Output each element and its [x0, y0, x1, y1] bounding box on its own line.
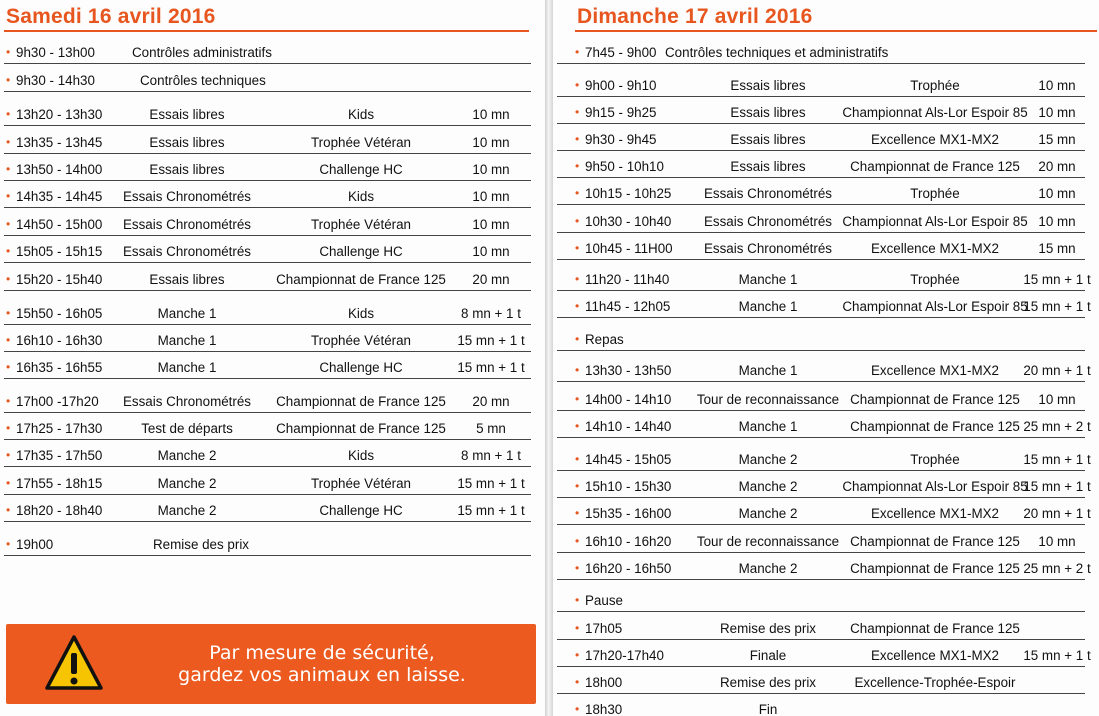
schedule-duration: 25 mn + 2 t: [1023, 418, 1091, 434]
schedule-category: Trophée: [910, 185, 960, 201]
schedule-time: 15h35 - 16h00: [585, 505, 672, 521]
schedule-duration: 10 mn: [472, 216, 510, 232]
bullet-icon: •: [575, 419, 580, 433]
schedule-category: Excellence MX1-MX2: [870, 131, 999, 147]
schedule-duration: 10 mn: [1038, 213, 1076, 229]
saturday-row: [0, 264, 545, 291]
schedule-time: 9h00 - 9h10: [585, 77, 657, 93]
saturday-row: [0, 65, 545, 92]
schedule-duration: 15 mn + 1 t: [457, 332, 525, 348]
saturday-row: [0, 468, 545, 495]
schedule-time: 18h30: [585, 701, 623, 716]
schedule-time: 15h50 - 16h05: [16, 305, 103, 321]
schedule-category: Challenge HC: [319, 243, 403, 259]
schedule-category: Championnat Als-Lor Espoir 85: [842, 104, 1028, 120]
row-divider: [557, 524, 1085, 525]
schedule-session: Essais Chronométrés: [703, 185, 832, 201]
sunday-row: [553, 37, 1099, 64]
schedule-session: Essais libres: [730, 77, 806, 93]
schedule-duration: 15 mn + 1 t: [1023, 647, 1091, 663]
schedule-category: Trophée Vétéran: [311, 475, 411, 491]
schedule-category: Trophée Vétéran: [311, 332, 411, 348]
sunday-row: [553, 667, 1099, 694]
schedule-category: Championnat Als-Lor Espoir 85: [842, 478, 1028, 494]
schedule-time: 18h20 - 18h40: [16, 502, 103, 518]
schedule-category: Trophée: [910, 451, 960, 467]
schedule-session: Manche 2: [738, 451, 798, 467]
bullet-icon: •: [6, 217, 11, 231]
schedule-time: 17h20-17h40: [585, 647, 664, 663]
schedule-session: Essais libres: [149, 271, 225, 287]
saturday-row: [0, 37, 545, 64]
schedule-session: Essais Chronométrés: [122, 243, 251, 259]
schedule-category: Trophée: [910, 271, 960, 287]
row-divider: [557, 437, 1085, 438]
sunday-row: [553, 124, 1099, 151]
bullet-icon: •: [6, 537, 11, 551]
row-divider: [4, 555, 531, 556]
row-divider: [557, 63, 1085, 64]
schedule-category: Trophée: [910, 77, 960, 93]
schedule-duration: 20 mn + 1 t: [1023, 505, 1091, 521]
schedule-category: Championnat de France 125: [850, 560, 1020, 576]
schedule-session: Essais libres: [149, 134, 225, 150]
schedule-session: Essais Chronométrés: [122, 393, 251, 409]
schedule-session: Remise des prix: [720, 620, 816, 636]
schedule-time: 13h50 - 14h00: [16, 161, 103, 177]
schedule-session: Manche 1: [738, 298, 798, 314]
saturday-row: [0, 181, 545, 208]
bullet-icon: •: [6, 448, 11, 462]
bullet-icon: •: [6, 73, 11, 87]
schedule-time: 18h00: [585, 674, 623, 690]
schedule-session: Manche 2: [738, 478, 798, 494]
row-divider: [4, 290, 531, 291]
schedule-duration: 15 mn + 1 t: [457, 502, 525, 518]
schedule-duration: 15 mn + 1 t: [457, 359, 525, 375]
schedule-session: Manche 1: [157, 332, 217, 348]
saturday-row: [0, 386, 545, 413]
bullet-icon: •: [6, 272, 11, 286]
schedule-time: 9h30 - 13h00: [16, 44, 95, 60]
warning-triangle-icon: [44, 634, 104, 692]
schedule-time: 9h15 - 9h25: [585, 104, 657, 120]
schedule-time: 10h30 - 10h40: [585, 213, 672, 229]
schedule-duration: 10 mn: [472, 106, 510, 122]
schedule-duration: 25 mn + 2 t: [1023, 560, 1091, 576]
schedule-duration: 15 mn + 1 t: [1023, 271, 1091, 287]
schedule-time: 17h00 -17h20: [16, 393, 99, 409]
schedule-time: 14h10 - 14h40: [585, 418, 672, 434]
bullet-icon: •: [575, 241, 580, 255]
bullet-icon: •: [575, 132, 580, 146]
bullet-icon: •: [6, 45, 11, 59]
row-divider: [557, 204, 1085, 205]
row-divider: [557, 350, 1085, 351]
schedule-time: 14h45 - 15h05: [585, 451, 672, 467]
schedule-session: Essais libres: [730, 158, 806, 174]
schedule-duration: 15 mn + 1 t: [1023, 451, 1091, 467]
saturday-row: [0, 99, 545, 126]
schedule-session: Fin: [758, 701, 778, 716]
sunday-row: [553, 291, 1099, 318]
saturday-row: [0, 325, 545, 352]
schedule-time: 14h35 - 14h45: [16, 188, 103, 204]
schedule-session: Manche 2: [157, 502, 217, 518]
schedule-session: Essais libres: [149, 106, 225, 122]
schedule-time: 17h25 - 17h30: [16, 420, 103, 436]
bullet-icon: •: [575, 45, 580, 59]
schedule-duration: 10 mn: [1038, 104, 1076, 120]
bullet-icon: •: [575, 675, 580, 689]
bullet-icon: •: [575, 392, 580, 406]
schedule-category: Championnat de France 125: [850, 158, 1020, 174]
row-divider: [4, 378, 531, 379]
page-gutter: [545, 0, 553, 716]
schedule-category: Excellence-Trophée-Espoir: [854, 674, 1016, 690]
schedule-time: 16h35 - 16h55: [16, 359, 103, 375]
sunday-row: [553, 526, 1099, 553]
saturday-row: [0, 209, 545, 236]
schedule-duration: 10 mn: [472, 134, 510, 150]
schedule-session: Manche 2: [157, 475, 217, 491]
schedule-category: Trophée Vétéran: [311, 134, 411, 150]
schedule-time: 9h30 - 9h45: [585, 131, 657, 147]
schedule-session: Remise des prix: [720, 674, 816, 690]
schedule-session: Essais libres: [730, 104, 806, 120]
bullet-icon: •: [6, 107, 11, 121]
bullet-icon: •: [6, 244, 11, 258]
schedule-duration: 20 mn: [472, 271, 510, 287]
sunday-page: [553, 0, 1099, 716]
row-divider: [4, 91, 531, 92]
schedule-session: Essais Chronométrés: [122, 188, 251, 204]
schedule-time: 13h30 - 13h50: [585, 362, 672, 378]
bullet-icon: •: [575, 78, 580, 92]
schedule-category: Kids: [347, 106, 375, 122]
sunday-row: [553, 97, 1099, 124]
sunday-row: [553, 444, 1099, 471]
schedule-session: Manche 1: [738, 362, 798, 378]
schedule-time: 17h55 - 18h15: [16, 475, 103, 491]
schedule-duration: 15 mn + 1 t: [1023, 298, 1091, 314]
saturday-title: Samedi 16 avril 2016: [6, 5, 216, 28]
sunday-row: [553, 411, 1099, 438]
bullet-icon: •: [575, 159, 580, 173]
notice-text: [112, 642, 532, 686]
schedule-category: Trophée Vétéran: [311, 216, 411, 232]
sunday-title: Dimanche 17 avril 2016: [577, 5, 813, 28]
schedule-session: Manche 1: [157, 359, 217, 375]
schedule-category: Championnat de France 125: [850, 418, 1020, 434]
schedule-category: Excellence MX1-MX2: [870, 240, 999, 256]
schedule-time: 17h35 - 17h50: [16, 447, 103, 463]
sunday-title-rule: [575, 30, 1097, 32]
schedule-duration: 10 mn: [472, 161, 510, 177]
sunday-row: [553, 70, 1099, 97]
schedule-session: Manche 2: [738, 560, 798, 576]
schedule-time: Repas: [585, 331, 624, 347]
bullet-icon: •: [575, 332, 580, 346]
schedule-duration: 15 mn: [1038, 240, 1076, 256]
schedule-duration: 10 mn: [1038, 77, 1076, 93]
schedule-session: Manche 1: [157, 305, 217, 321]
schedule-time: 10h45 - 11H00: [585, 240, 673, 256]
schedule-time: 16h20 - 16h50: [585, 560, 672, 576]
bullet-icon: •: [6, 189, 11, 203]
bullet-icon: •: [6, 333, 11, 347]
bullet-icon: •: [6, 503, 11, 517]
schedule-duration: 10 mn: [1038, 533, 1076, 549]
sunday-row: [553, 471, 1099, 498]
schedule-time: 9h50 - 10h10: [585, 158, 664, 174]
bullet-icon: •: [6, 421, 11, 435]
schedule-category: Championnat Als-Lor Espoir 85: [842, 213, 1028, 229]
schedule-time: 13h20 - 13h30: [16, 106, 103, 122]
sunday-row: [553, 151, 1099, 178]
schedule-duration: 5 mn: [476, 420, 506, 436]
schedule-time: 16h10 - 16h30: [16, 332, 103, 348]
sunday-row: [553, 233, 1099, 260]
saturday-row: [0, 529, 545, 556]
schedule-category: Challenge HC: [319, 359, 403, 375]
saturday-title-rule: [4, 30, 529, 32]
bullet-icon: •: [575, 621, 580, 635]
schedule-duration: 10 mn: [472, 243, 510, 259]
schedule-time: 15h10 - 15h30: [585, 478, 672, 494]
saturday-row: [0, 440, 545, 467]
row-divider: [557, 579, 1085, 580]
notice-line-1: Par mesure de sécurité,: [209, 642, 435, 664]
saturday-row: [0, 127, 545, 154]
schedule-session: Contrôles techniques et administratifs: [665, 44, 889, 60]
schedule-category: Kids: [347, 188, 375, 204]
schedule-session: Manche 2: [157, 447, 217, 463]
schedule-time: 10h15 - 10h25: [585, 185, 672, 201]
sunday-row: [553, 553, 1099, 580]
sunday-row: [553, 264, 1099, 291]
schedule-category: Excellence MX1-MX2: [870, 362, 999, 378]
schedule-session: Tour de reconnaissance: [696, 533, 840, 549]
bullet-icon: •: [575, 593, 580, 607]
bullet-icon: •: [575, 452, 580, 466]
sunday-row: [553, 324, 1099, 351]
bullet-icon: •: [575, 534, 580, 548]
schedule-category: Championnat de France 125: [850, 533, 1020, 549]
schedule-category: Challenge HC: [319, 502, 403, 518]
schedule-category: Excellence MX1-MX2: [870, 505, 999, 521]
bullet-icon: •: [6, 360, 11, 374]
bullet-icon: •: [575, 105, 580, 119]
schedule-duration: 20 mn: [472, 393, 510, 409]
schedule-time: 15h20 - 15h40: [16, 271, 103, 287]
schedule-time: 9h30 - 14h30: [16, 72, 95, 88]
sunday-row: [553, 355, 1099, 382]
schedule-time: 7h45 - 9h00: [585, 44, 657, 60]
bullet-icon: •: [6, 306, 11, 320]
schedule-session: Remise des prix: [153, 536, 249, 552]
schedule-session: Tour de reconnaissance: [696, 391, 840, 407]
bullet-icon: •: [6, 135, 11, 149]
row-divider: [557, 317, 1085, 318]
schedule-session: Manche 1: [738, 418, 798, 434]
saturday-row: [0, 413, 545, 440]
schedule-category: Championnat de France 125: [276, 271, 446, 287]
sunday-row: [553, 585, 1099, 612]
bullet-icon: •: [6, 394, 11, 408]
schedule-category: Kids: [347, 447, 375, 463]
sunday-row: [553, 694, 1099, 716]
schedule-time: 19h00: [16, 536, 54, 552]
saturday-row: [0, 352, 545, 379]
schedule-duration: 8 mn + 1 t: [461, 447, 521, 463]
schedule-time: 16h10 - 16h20: [585, 533, 672, 549]
schedule-category: Kids: [347, 305, 375, 321]
row-divider: [4, 466, 531, 467]
saturday-row: [0, 495, 545, 522]
schedule-duration: 15 mn + 1 t: [1023, 478, 1091, 494]
safety-notice: [6, 624, 536, 704]
schedule-time: 13h35 - 13h45: [16, 134, 103, 150]
sunday-row: [553, 384, 1099, 411]
sunday-row: [553, 498, 1099, 525]
schedule-session: Finale: [749, 647, 787, 663]
schedule-duration: 15 mn: [1038, 131, 1076, 147]
sunday-row: [553, 206, 1099, 233]
schedule-session: Essais Chronométrés: [122, 216, 251, 232]
bullet-icon: •: [575, 702, 580, 716]
schedule-session: Contrôles techniques: [140, 72, 266, 88]
row-divider: [4, 207, 531, 208]
schedule-session: Essais Chronométrés: [703, 213, 832, 229]
schedule-duration: 20 mn: [1038, 158, 1076, 174]
schedule-time: 15h05 - 15h15: [16, 243, 103, 259]
schedule-time: 14h00 - 14h10: [585, 391, 672, 407]
row-divider: [557, 381, 1085, 382]
saturday-row: [0, 154, 545, 181]
bullet-icon: •: [575, 214, 580, 228]
schedule-category: Championnat de France 125: [276, 420, 446, 436]
sunday-row: [553, 178, 1099, 205]
row-divider: [557, 611, 1085, 612]
row-divider: [4, 63, 531, 64]
sunday-row: [553, 613, 1099, 640]
bullet-icon: •: [575, 299, 580, 313]
schedule-time: 11h20 - 11h40: [585, 271, 670, 287]
schedule-duration: 8 mn + 1 t: [461, 305, 521, 321]
notice-line-2: gardez vos animaux en laisse.: [178, 664, 466, 686]
schedule-category: Championnat de France 125: [850, 391, 1020, 407]
schedule-duration: 10 mn: [1038, 185, 1076, 201]
schedule-session: Essais Chronométrés: [703, 240, 832, 256]
row-divider: [557, 259, 1085, 260]
schedule-session: Manche 1: [738, 271, 798, 287]
schedule-duration: 15 mn + 1 t: [457, 475, 525, 491]
bullet-icon: •: [575, 186, 580, 200]
schedule-time: 14h50 - 15h00: [16, 216, 103, 232]
saturday-page: [0, 0, 545, 716]
saturday-row: [0, 236, 545, 263]
schedule-time: 17h05: [585, 620, 623, 636]
bullet-icon: •: [6, 476, 11, 490]
row-divider: [4, 262, 531, 263]
schedule-duration: 20 mn + 1 t: [1023, 362, 1091, 378]
schedule-session: Manche 2: [738, 505, 798, 521]
schedule-session: Essais libres: [149, 161, 225, 177]
row-divider: [4, 521, 531, 522]
sunday-row: [553, 640, 1099, 667]
schedule-session: Test de départs: [141, 420, 233, 436]
schedule-session: Essais libres: [730, 131, 806, 147]
bullet-icon: •: [6, 162, 11, 176]
schedule-category: Championnat Als-Lor Espoir 85: [842, 298, 1028, 314]
bullet-icon: •: [575, 506, 580, 520]
row-divider: [4, 125, 531, 126]
schedule-duration: 10 mn: [472, 188, 510, 204]
schedule-category: Excellence MX1-MX2: [870, 647, 999, 663]
schedule-duration: 10 mn: [1038, 391, 1076, 407]
bullet-icon: •: [575, 479, 580, 493]
bullet-icon: •: [575, 648, 580, 662]
bullet-icon: •: [575, 272, 580, 286]
schedule-time: 11h45 - 12h05: [585, 298, 671, 314]
schedule-category: Championnat de France 125: [276, 393, 446, 409]
schedule-time: Pause: [585, 592, 623, 608]
schedule-session: Contrôles administratifs: [132, 44, 272, 60]
bullet-icon: •: [575, 561, 580, 575]
saturday-row: [0, 298, 545, 325]
bullet-icon: •: [575, 363, 580, 377]
schedule-category: Challenge HC: [319, 161, 403, 177]
schedule-category: Championnat de France 125: [850, 620, 1020, 636]
